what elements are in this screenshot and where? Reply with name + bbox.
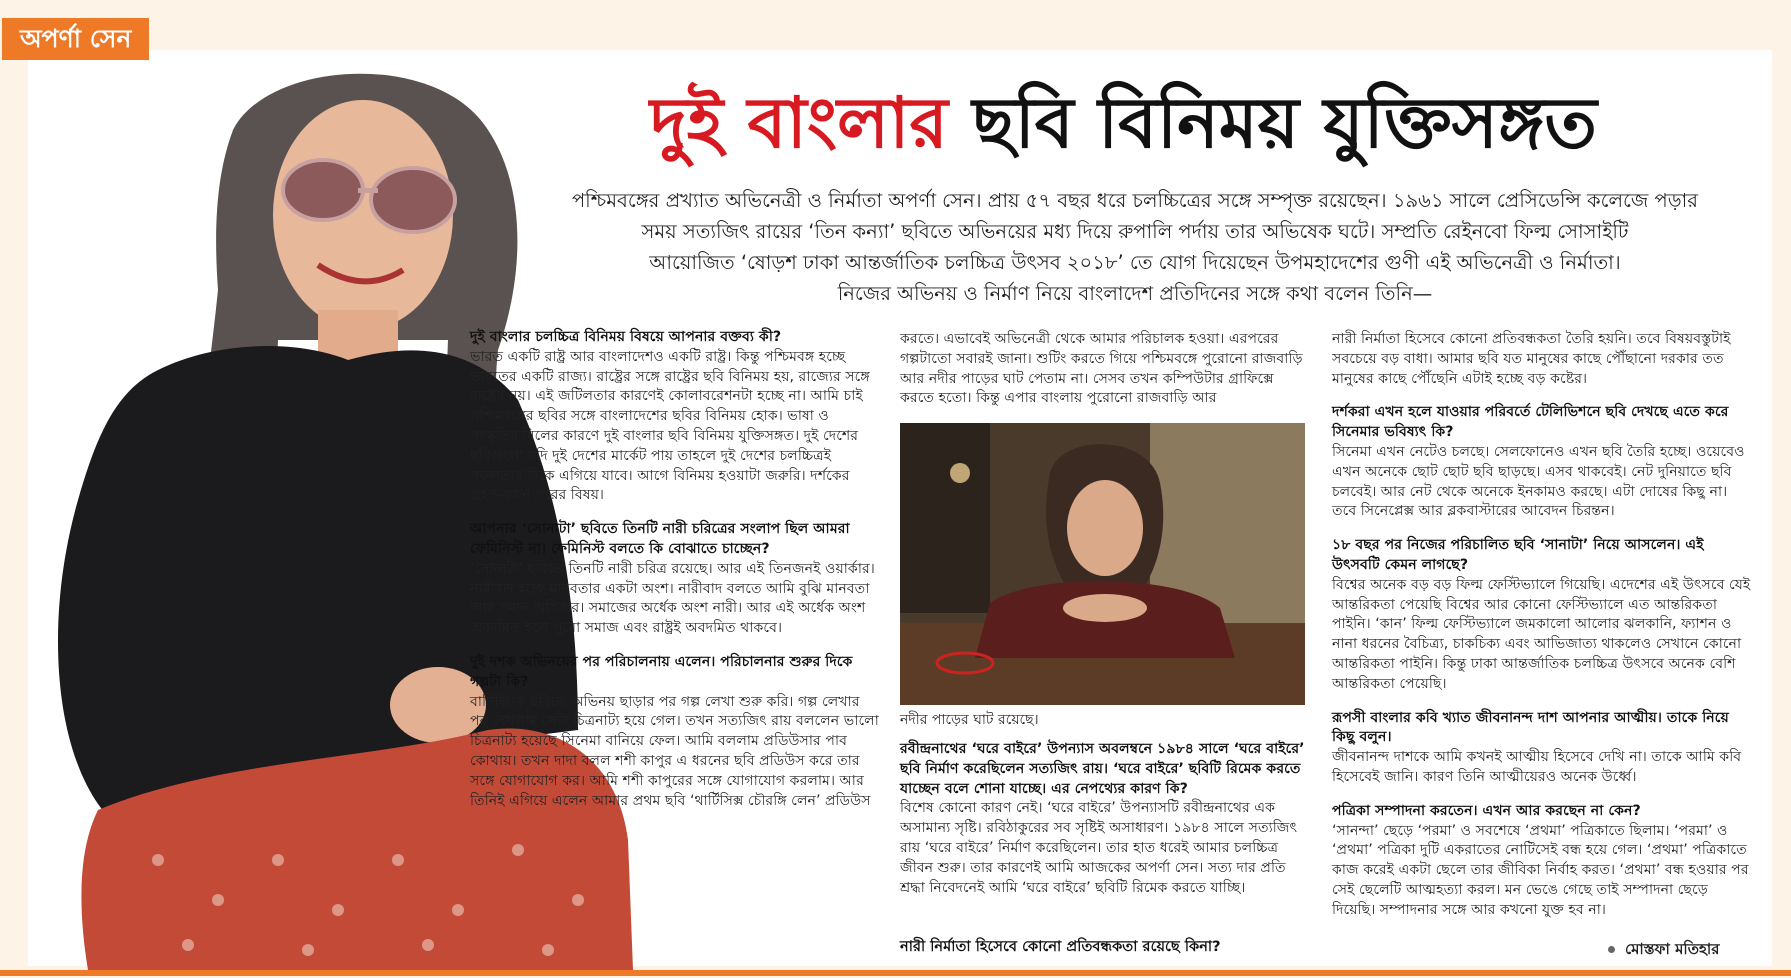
headline — [650, 68, 1750, 178]
column-2-top — [900, 330, 1305, 423]
question: নারী নির্মাতা হিসেবে কোনো প্রতিবন্ধকতা রয়েছে কিনা? — [900, 938, 1221, 955]
question: রূপসী বাংলার কবি খ্যাত জীবনানন্দ দাশ আপনার আত্মীয়। তাকে নিয়ে কিছু বলুন। — [1332, 709, 1729, 746]
intro-line: সময় সত্যজিৎ রায়ের ‘তিন কন্যা’ ছবিতে অভিনয়ের মধ্য দিয়ে রুপালি পর্দায় তার অভিষেক ঘটে। সম্প্রতি রেইনবো ফিল্ম সোসাইটি — [641, 220, 1629, 243]
question: দর্শকরা এখন হলে যাওয়ার পরিবর্তে টেলিভিশনে ছবি দেখছে এতে করে সিনেমার ভবিষ্যৎ কি? — [1332, 404, 1729, 441]
column-3 — [1332, 330, 1752, 935]
answer: ভারত একটি রাষ্ট্র আর বাংলাদেশও একটি রাষ্ট্র। কিন্তু পশ্চিমবঙ্গ হচ্ছে ভারতের একটি রাজ্য। রাষ্ট্রের সঙ্গে রাষ্ট্রের ছবি বিনিময় হয়, রাজ্যের সঙ্গে রাষ্ট্রের নয়। এই জটিলতার কারণেই কোলাবরেশনটা হচ্ছে না। আমি চাই পশ্চিমবঙ্গের ছবির সঙ্গে বাংলাদেশের ছবির বিনিময় হোক। ভাষা ও সংস্কৃতির মিলের কারণে দুই বাংলার ছবি বিনিময় যুক্তিসঙ্গত। দুই দেশের ছবিগুলো যদি দুই দেশের মার্কেট পায় তাহলে দুই দেশের চলচ্চিত্রই সফলতার দিকে এগিয়ে যাবে। আগে বিনিময় হওয়াটা জরুরি। দর্শকের গ্রহণ-বর্জন পরের বিষয়। — [470, 348, 870, 504]
column-2-bottom — [900, 740, 1305, 912]
question: আপনার ‘সোনাটা’ ছবিতে তিনটি নারী চরিত্রের সংলাপ ছিল আমরা ফেমিনিস্ট না। ফেমিনিস্ট বলতে কি বোঝাতে চাচ্ছেন? — [470, 521, 850, 557]
answer: সিনেমা এখন নেটেও চলছে। সেলফোনেও এখন ছবি তৈরি হচ্ছে। ওয়েবেও এখন অনেকে ছোট ছোট ছবি ছাড়ছে। এসব থাকবেই। নেট দুনিয়াতে ছবি চলবেই। আর নেট থেকে অনেকে ইনকামও করছে। এটা দোষের কিছু না। তবে সিনেপ্লেক্স আর ব্লকবাস্টারের আবেদন চিরন্তন। — [1332, 443, 1745, 520]
question: দুই দশক অভিনয়ের পর পরিচালনায় এলেন। পরিচালনার শুরুর দিকে গল্পটা কি? — [470, 653, 853, 690]
bottom-rule — [0, 970, 1791, 976]
seated-portrait-face — [1067, 480, 1143, 576]
question: ১৮ বছর পর নিজের পরিচালিত ছবি ‘সানাটা’ নিয়ে আসলেন। এই উৎসবটি কেমন লাগছে? — [1332, 537, 1704, 573]
bullet-icon — [1608, 946, 1615, 953]
intro-paragraph — [520, 185, 1750, 309]
intro-line: পশ্চিমবঙ্গের প্রখ্যাত অভিনেত্রী ও নির্মাতা অপর্ণা সেন। প্রায় ৫৭ বছর ধরে চলচ্চিত্রের সঙ্গে সম্পৃক্ত রয়েছেন। ১৯৬১ সালে প্রেসিডেন্সি কলেজে পড়ার — [571, 189, 1699, 212]
section-tag: অপর্ণা সেন — [2, 18, 149, 60]
answer-continued: করতে। এভাবেই অভিনেত্রী থেকে আমার পরিচালক হওয়া। এরপরের গল্পটাতো সবারই জানা। শুটিং করতে গিয়ে পশ্চিমবঙ্গে পুরোনো রাজবাড়ি আর নদীর পাড়ের ঘাট পেতাম না। সেসব তখন কম্পিউটার গ্রাফিক্সে করতে হতো। কিন্তু এপার বাংলায় পুরোনো রাজবাড়ি আর — [900, 331, 1303, 407]
answer: বিশ্বের অনেক বড় বড় ফিল্ম ফেস্টিভ্যালে গিয়েছি। এদেশের এই উৎসবে যেই আন্তরিকতা পেয়েছি বিশ্বের আর কোনো ফেস্টিভ্যালে এত আন্তরিকতা পাইনি। ‘কান’ ফিল্ম ফেস্টিভ্যালে জমকালো আলোর ঝলকানি, ফ্যাশন ও নানা ধরনের বৈচিত্র্য, চাকচিক্য এবং আভিজাত্য থাকলেও সেখানে কোনো আন্তরিকতা পাইনি। কিন্তু ঢাকা আন্তর্জাতিক চলচ্চিত্র উৎসবে অনেক বেশি আন্তরিকতা পেয়েছি। — [1332, 576, 1751, 692]
question: দুই বাংলার চলচ্চিত্র বিনিময় বিষয়ে আপনার বক্তব্য কী? — [470, 329, 782, 345]
answer: জীবনানন্দ দাশকে আমি কখনই আত্মীয় হিসেবে দেখি না। তাকে আমি কবি হিসেবেই জানি। কারণ তিনি আত্মীয়েরও অনেক উর্ধ্বে। — [1332, 749, 1742, 785]
column-1 — [470, 328, 880, 825]
intro-line: আয়োজিত ‘ষোড়শ ঢাকা আন্তর্জাতিক চলচ্চিত্র উৎসব ২০১৮’ তে যোগ দিয়েছেন উপমহাদেশের গুণী এই অভিনেত্রী ও নির্মাতা। — [649, 251, 1621, 274]
answer: বিশেষ কোনো কারণ নেই। ‘ঘরে বাইরে’ উপন্যাসটি রবীন্দ্রনাথের এক অসামান্য সৃষ্টি। রবিঠাকুরের সব সৃষ্টিই অসাধারণ। ১৯৮৪ সালে সত্যজিৎ রায় ‘ঘরে বাইরে’ নির্মাণ করেছিলেন। তার হাত ধরেই আমার চলচ্চিত্র জীবন শুরু। তার কারণেই আমি আজকের অপর্ণা সেন। সত্য দার প্রতি শ্রদ্ধা নিবেদনেই আমি ‘ঘরে বাইরে’ ছবিটি রিমেক করতে যাচ্ছি। — [900, 800, 1298, 896]
intro-line: নিজের অভিনয় ও নির্মাণ নিয়ে বাংলাদেশ প্রতিদিনের সঙ্গে কথা বলেন তিনি— — [837, 282, 1433, 305]
question: রবীন্দ্রনাথের ‘ঘরে বাইরে’ উপন্যাস অবলম্বনে ১৯৮৪ সালে ‘ঘরে বাইরে’ ছবি নির্মাণ করেছিলেন সত্যজিৎ রায়। ‘ঘরে বাইরে’ ছবিটি রিমেক করতে যাচ্ছেন বলে শোনা যাচ্ছে। এর নেপথ্যের কারণ কি? — [900, 741, 1305, 797]
sunglasses-right — [371, 168, 455, 232]
answer: ‘সোনাটা’ ছবিতে তিনটি নারী চরিত্র রয়েছে। আর এই তিনজনই ওয়ার্কার। নারীবাদ হচ্ছে মানবতার একটা অংশ। নারীবাদ বলতে আমি বুঝি মানবতা আর সমান অধিকার। সমাজের অর্ধেক অংশ নারী। আর এই অর্ধেক অংশ অবদমিত হলে পুরো সমাজ এবং রাষ্ট্রই অবদমিত থাকবে। — [470, 560, 875, 637]
answer: ‘সানন্দা’ ছেড়ে ‘পরমা’ ও সবশেষে ‘প্রথমা’ পত্রিকাতে ছিলাম। ‘পরমা’ ও ‘প্রথমা’ পত্রিকা দুটি একরাতের নোটিসেই বন্ধ হয়ে গেল। ‘প্রথমা’ পত্রিকাতে কাজ করেই একটা ছেলে তার জীবিকা নির্বাহ করত। ‘প্রথমা’ বন্ধ হওয়ার পর সেই ছেলেটি আত্মহত্যা করল। মন ভেঙে গেছে তাই সম্পাদনা ছেড়ে দিয়েছি। সম্পাদনার সঙ্গে আর কখনো যুক্ত হব না। — [1332, 822, 1749, 918]
seated-portrait-photo — [900, 423, 1305, 705]
question: পত্রিকা সম্পাদনা করতেন। এখন আর করছেন না কেন? — [1332, 802, 1641, 819]
byline — [1608, 938, 1719, 963]
sunglasses-left — [283, 160, 363, 220]
answer: বাণিজ্যিক ছবিতে অভিনয় ছাড়ার পর গল্প লেখা শুরু করি। গল্প লেখার পর দেখলাম সেটা চিত্রনাট্য হয়ে গেল। তখন সত্যজিৎ রায় বললেন ভালো চিত্রনাট্য হয়েছে সিনেমা বানিয়ে ফেল। আমি বললাম প্রডিউসার পাব কোথায়। তখন দাদা বলল শশী কাপুর এ ধরনের ছবি প্রডিউস করে তার সঙ্গে যোগাযোগ কর। আমি শশী কাপুরের সঙ্গে যোগাযোগ করলাম। আর তিনিই এগিয়ে এলেন আমার প্রথম ছবি ‘থার্টিসিক্স চৌরঙ্গি লেন’ প্রডিউস — [470, 693, 879, 809]
photo-caption: নদীর পাড়ের ঘাট রয়েছে। — [900, 712, 1039, 728]
answer: নারী নির্মাতা হিসেবে কোনো প্রতিবন্ধকতা তৈরি হয়নি। তবে বিষয়বস্তুটাই সবচেয়ে বড় বাধা। আমার ছবি যত মানুষের কাছে পৌঁছানো দরকার তত মানুষের কাছে পৌঁছেনি এটাই হচ্ছে বড় কষ্টের। — [1332, 331, 1731, 387]
headline-black-part: ছবি বিনিময় যুক্তিসঙ্গত — [972, 81, 1597, 164]
headline-red-part: দুই বাংলার — [650, 81, 948, 164]
seated-portrait-hands — [1063, 594, 1147, 622]
byline-author: মোস্তফা মতিহার — [1625, 940, 1720, 958]
